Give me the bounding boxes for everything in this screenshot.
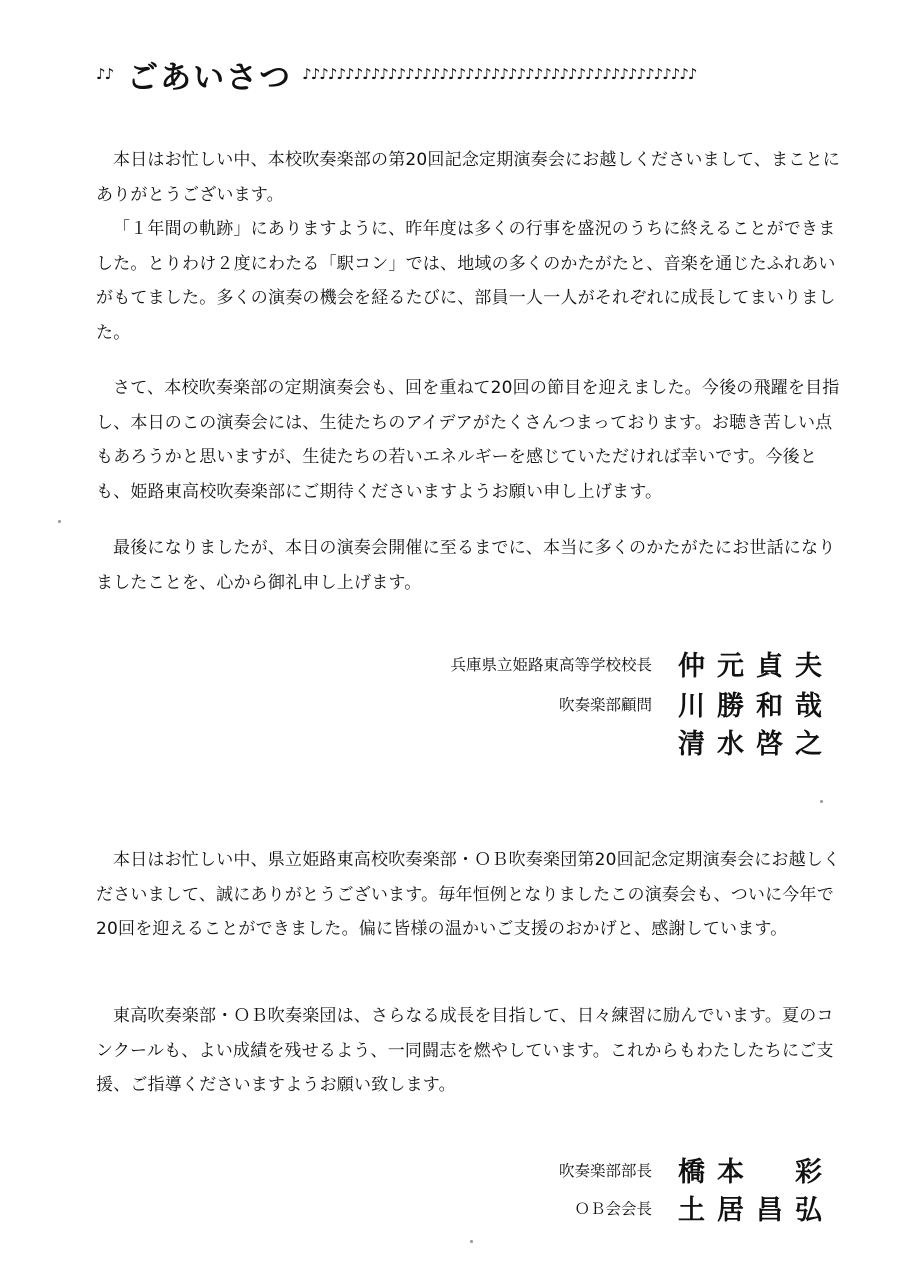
header — [96, 52, 848, 96]
signature-advisor — [559, 684, 836, 723]
greeting1-paragraph: さて、本校吹奏楽部の定期演奏会も、回を重ねて20回の節目を迎えました。今後の飛躍を目指し、本日のこの演奏会には、生徒たちのアイデアがたくさんつまっております。お聴き苦しい点もあろうかと思いますが、生徒たちの若いエネルギーを感じていただければ幸いです。今後とも、姫路東高校吹奏楽部にご期待くださいますようお願い申し上げます。 — [96, 378, 840, 502]
signature-club-leader — [559, 1150, 836, 1189]
signature-ob-president — [574, 1188, 836, 1227]
signature-role: 兵庫県立姫路東高等学校校長 — [450, 655, 652, 674]
signature-role: ＯＢ会会長 — [574, 1199, 652, 1218]
page-title: ごあいさつ — [127, 59, 293, 96]
signature-advisor — [652, 722, 836, 761]
signature-role: 吹奏楽部顧問 — [558, 695, 652, 714]
scan-speck — [58, 520, 61, 523]
music-notes-icon: ♪♪ — [96, 65, 114, 83]
signature-name: 川勝和哉 — [678, 691, 834, 722]
signature-name: 橋本 彩 — [678, 1157, 834, 1188]
scan-speck — [820, 800, 823, 803]
greeting2-paragraph: 東高吹奏楽部・ＯＢ吹奏楽団は、さらなる成長を目指して、日々練習に励んでいます。夏のコンクールも、よい成績を残せるよう、一同闘志を燃やしています。これからもわたしたちにご支援、ご指導くださいますようお願い致します。 — [96, 1006, 834, 1095]
music-notes-icon: ♪♪♪♪♪♪♪♪♪♪♪♪♪♪♪♪♪♪♪♪♪♪♪♪♪♪♪♪♪♪♪♪♪♪♪♪♪♪♪♪♪♪♪♪♪♪ — [302, 65, 697, 83]
signature-role: 吹奏楽部部長 — [558, 1161, 652, 1180]
signature-principal — [450, 644, 836, 683]
greeting1-paragraph: 最後になりましたが、本日の演奏会開催に至るまでに、本当に多くのかたがたにお世話になりましたことを、心から御礼申し上げます。 — [96, 538, 836, 593]
greeting1-paragraph: 「１年間の軌跡」にありますように、昨年度は多くの行事を盛況のうちに終えることができました。とりわけ２度にわたる「駅コン」では、地域の多くのかたがたと、音楽を通じたふれあいがもてました。多くの演奏の機会を経るたびに、部員一人一人がそれぞれに成長してまいりました。 — [96, 219, 836, 343]
greeting2-paragraph: 本日はお忙しい中、県立姫路東高校吹奏楽部・ＯＢ吹奏楽団第20回記念定期演奏会にお越しくださいまして、誠にありがとうございます。毎年恒例となりましたこの演奏会も、ついに今年で20回を迎えることができました。偏に皆様の温かいご支援のおかげと、感謝しています。 — [96, 850, 841, 939]
signature-name: 土居昌弘 — [678, 1195, 834, 1226]
scan-speck — [470, 1240, 473, 1243]
signature-name: 仲元貞夫 — [678, 651, 834, 682]
signature-name: 清水啓之 — [678, 729, 834, 760]
greeting1-paragraph: 本日はお忙しい中、本校吹奏楽部の第20回記念定期演奏会にお越しくださいまして、まことにありがとうございます。 — [96, 150, 840, 205]
